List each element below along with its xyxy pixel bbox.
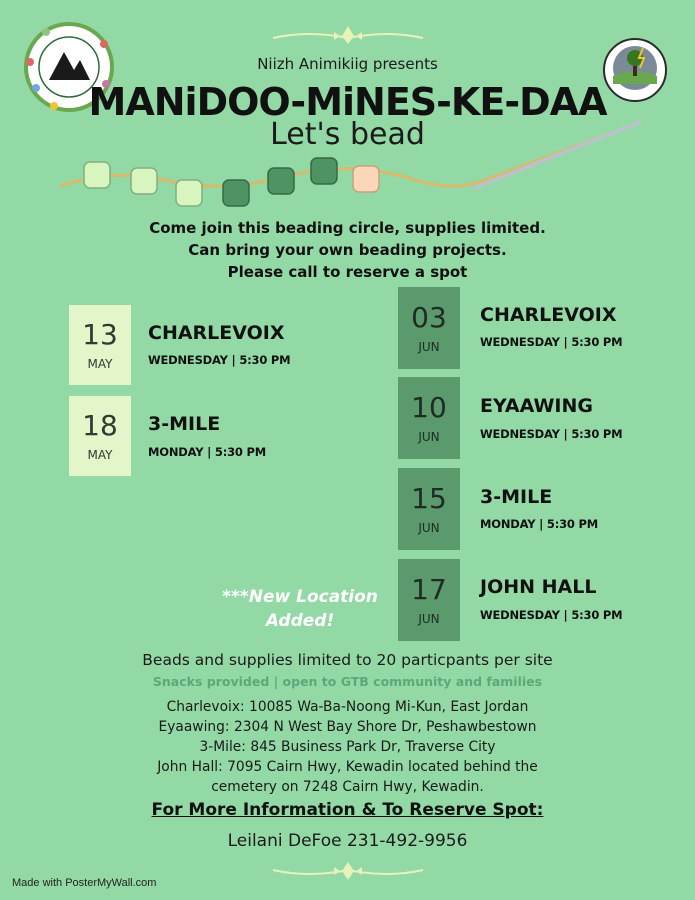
presents-line: Niizh Animikiig presents bbox=[257, 55, 438, 73]
event-place: CHARLEVOIX bbox=[148, 322, 285, 344]
address-line: Charlevoix: 10085 Wa-Ba-Noong Mi-Kun, East Jordan bbox=[166, 699, 529, 715]
participant-limit: Beads and supplies limited to 20 particpants per site bbox=[142, 651, 553, 669]
event-month: JUN bbox=[418, 612, 440, 626]
event-time: WEDNESDAY | 5:30 PM bbox=[480, 335, 623, 349]
date-box-may-18 bbox=[69, 396, 131, 476]
event-month: MAY bbox=[87, 448, 113, 462]
event-day: 03 bbox=[411, 301, 447, 334]
intro-line-3: Please call to reserve a spot bbox=[227, 263, 468, 281]
event-time: WEDNESDAY | 5:30 PM bbox=[480, 608, 623, 622]
event-day: 13 bbox=[82, 318, 118, 351]
address-list bbox=[0, 697, 695, 797]
intro-text bbox=[0, 217, 695, 283]
contact-info: Leilani DeFoe 231-492-9956 bbox=[227, 831, 468, 851]
event-month: JUN bbox=[418, 430, 440, 444]
poster-subtitle: Let's bead bbox=[270, 117, 425, 152]
new-location-note bbox=[205, 585, 395, 633]
intro-line-2: Can bring your own beading projects. bbox=[188, 241, 507, 259]
event-month: JUN bbox=[418, 340, 440, 354]
event-month: MAY bbox=[87, 357, 113, 371]
event-place: EYAAWING bbox=[480, 395, 593, 417]
event-place: JOHN HALL bbox=[480, 576, 597, 598]
beads-illustration bbox=[55, 118, 645, 218]
event-time: MONDAY | 5:30 PM bbox=[148, 445, 267, 459]
event-time: WEDNESDAY | 5:30 PM bbox=[148, 353, 291, 367]
event-place: CHARLEVOIX bbox=[480, 304, 617, 326]
date-box-jun-03 bbox=[398, 287, 460, 369]
event-place: 3-MILE bbox=[148, 413, 221, 435]
address-line: Eyaawing: 2304 N West Bay Shore Dr, Peshawbestown bbox=[158, 719, 537, 735]
snacks-note: Snacks provided | open to GTB community and families bbox=[152, 674, 543, 689]
event-day: 10 bbox=[411, 391, 447, 424]
address-line: 3-Mile: 845 Business Park Dr, Traverse City bbox=[199, 739, 496, 755]
date-box-jun-17 bbox=[398, 559, 460, 641]
event-time: MONDAY | 5:30 PM bbox=[480, 517, 599, 531]
new-location-line-2: Added! bbox=[265, 611, 335, 631]
address-line: John Hall: 7095 Cairn Hwy, Kewadin located behind the bbox=[157, 759, 538, 775]
date-box-may-13 bbox=[69, 305, 131, 385]
event-day: 18 bbox=[82, 409, 118, 442]
poster-title: MANiDOO-MiNES-KE-DAA bbox=[88, 80, 607, 124]
intro-line-1: Come join this beading circle, supplies limited. bbox=[149, 219, 546, 237]
new-location-line-1: ***New Location bbox=[222, 587, 378, 607]
event-day: 17 bbox=[411, 573, 447, 606]
event-place: 3-MILE bbox=[480, 486, 553, 508]
postermywall-credit[interactable]: Made with PosterMyWall.com bbox=[12, 877, 157, 889]
address-line: cemetery on 7248 Cairn Hwy, Kewadin. bbox=[211, 779, 484, 795]
event-time: WEDNESDAY | 5:30 PM bbox=[480, 427, 623, 441]
event-day: 15 bbox=[411, 482, 447, 515]
date-box-jun-15 bbox=[398, 468, 460, 550]
more-info-heading: For More Information & To Reserve Spot: bbox=[151, 800, 544, 820]
event-month: JUN bbox=[418, 521, 440, 535]
date-box-jun-10 bbox=[398, 377, 460, 459]
